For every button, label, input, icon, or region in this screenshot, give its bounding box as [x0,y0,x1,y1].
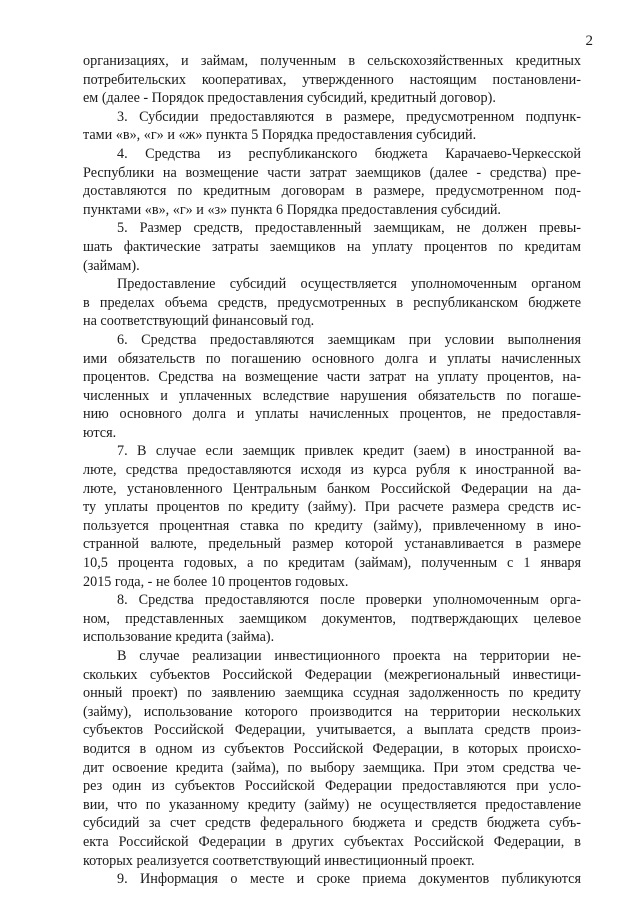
text-line: скольких субъектов Российской Федерации (межрегиональный инвестици- [83,666,581,683]
text-line: 2015 года, - не более 10 процентов годовых. [83,573,349,590]
text-line: В случае реализации инвестиционного проекта на территории не- [117,648,581,664]
text-line: субъектов Российской Федерации, учитывается, а выплата средств произ- [83,722,581,739]
text-line: ими обязательств по погашению основного долга и уплаты начисленных [83,350,581,367]
paragraph [83,219,581,275]
document-body [83,52,581,889]
text-line: численных и уплаченных вследствие нарушения обязательств по погаше- [83,387,581,404]
text-line: вии, что по указанному кредиту (займу) не осуществляется предоставление [83,796,581,813]
page-number: 2 [585,33,593,49]
text-line: водится в одном из субъектов Российской Федерации, в которых происхо- [83,740,581,757]
text-line: ются. [83,424,117,441]
text-line: 7. В случае если заемщик привлек кредит (заем) в иностранной ва- [117,443,581,460]
text-line: в пределах объема средств, предусмотренных в республиканском бюджете [83,294,581,311]
text-line: 6. Средства предоставляются заемщикам при условии выполнения [117,331,581,348]
text-line: 5. Размер средств, предоставленный заемщикам, не должен превы- [117,220,581,237]
text-line: использование кредита (займа). [83,629,275,646]
paragraph [83,442,581,591]
paragraph [83,331,581,443]
text-line: дит освоение кредита (займа), по выбору заемщика. При этом средства че- [83,759,581,776]
paragraph [83,145,581,219]
paragraph [83,591,581,647]
text-line: ном, представленных заемщиком документов, подтверждающих целевое [83,610,581,627]
text-line: организациях, и займам, полученным в сельскохозяйственных кредитных [83,53,581,69]
paragraph [83,52,581,108]
text-line: 9. Информация о месте и сроке приема документов публикуются [117,871,581,888]
text-line: Предоставление субсидий осуществляется уполномоченным органом [117,276,581,293]
text-line: (займу), использование которого производится на территории нескольких [83,703,581,720]
text-line: 3. Субсидии предоставляются в размере, предусмотренном подпунк- [117,108,581,125]
text-line: 10,5 процента годовых, а по кредитам (займам), полученным с 1 января [83,555,581,572]
paragraph [83,108,581,145]
text-line: нию основного долга и уплаты начисленных процентов, не предоставля- [83,406,581,423]
text-line: процентов. Средства на возмещение части затрат на уплату процентов, на- [83,369,581,386]
text-line: которых реализуется соответствующий инвестиционный проект. [83,852,475,869]
paragraph [83,647,581,870]
text-line: онный проект) по заявлению заемщика ссудная задолженность по кредиту [83,685,581,702]
text-line: потребительских кооперативах, утвержденного настоящим постановлени- [83,71,581,88]
text-line: на соответствующий финансовый год. [83,313,315,330]
text-line: Республики на возмещение части затрат заемщиков (далее - средства) пре- [83,164,581,181]
text-line: ем (далее - Порядок предоставления субсидий, кредитный договор). [83,90,496,107]
text-line: ту уплаты процентов по кредиту (займу). При расчете размера средств ис- [83,499,581,516]
text-line: субсидий за счет средств федерального бюджета и средств бюджета субъ- [83,815,581,832]
paragraph [83,275,581,331]
text-line: 8. Средства предоставляются после проверки уполномоченным орга- [117,592,581,609]
text-line: пользуется процентная ставка по кредиту (займу), привлеченному в ино- [83,517,581,534]
text-line: тами «в», «г» и «ж» пункта 5 Порядка предоставления субсидий. [83,127,477,144]
text-line: екта Российской Федерации в других субъектах Российской Федерации, в [83,833,581,850]
text-line: шать фактические затраты заемщиков на уплату процентов по кредитам [83,238,581,255]
text-line: люте, установленного Центральным банком Российской Федерации на да- [83,480,581,497]
paragraph [83,870,581,889]
text-line: пунктами «в», «г» и «з» пункта 6 Порядка предоставления субсидий. [83,201,501,218]
text-line: странной валюте, предельный размер которой устанавливается в размере [83,536,581,553]
text-line: 4. Средства из республиканского бюджета Карачаево-Черкесской [117,145,581,162]
text-line: люте, средства предоставляются исходя из курса рубля к иностранной ва- [83,462,581,479]
text-line: рез один из субъектов Российской Федерации предоставляются при усло- [83,778,581,795]
text-line: доставляются по кредитным договорам в размере, предусмотренном под- [83,183,581,200]
text-line: (займам). [83,257,140,274]
